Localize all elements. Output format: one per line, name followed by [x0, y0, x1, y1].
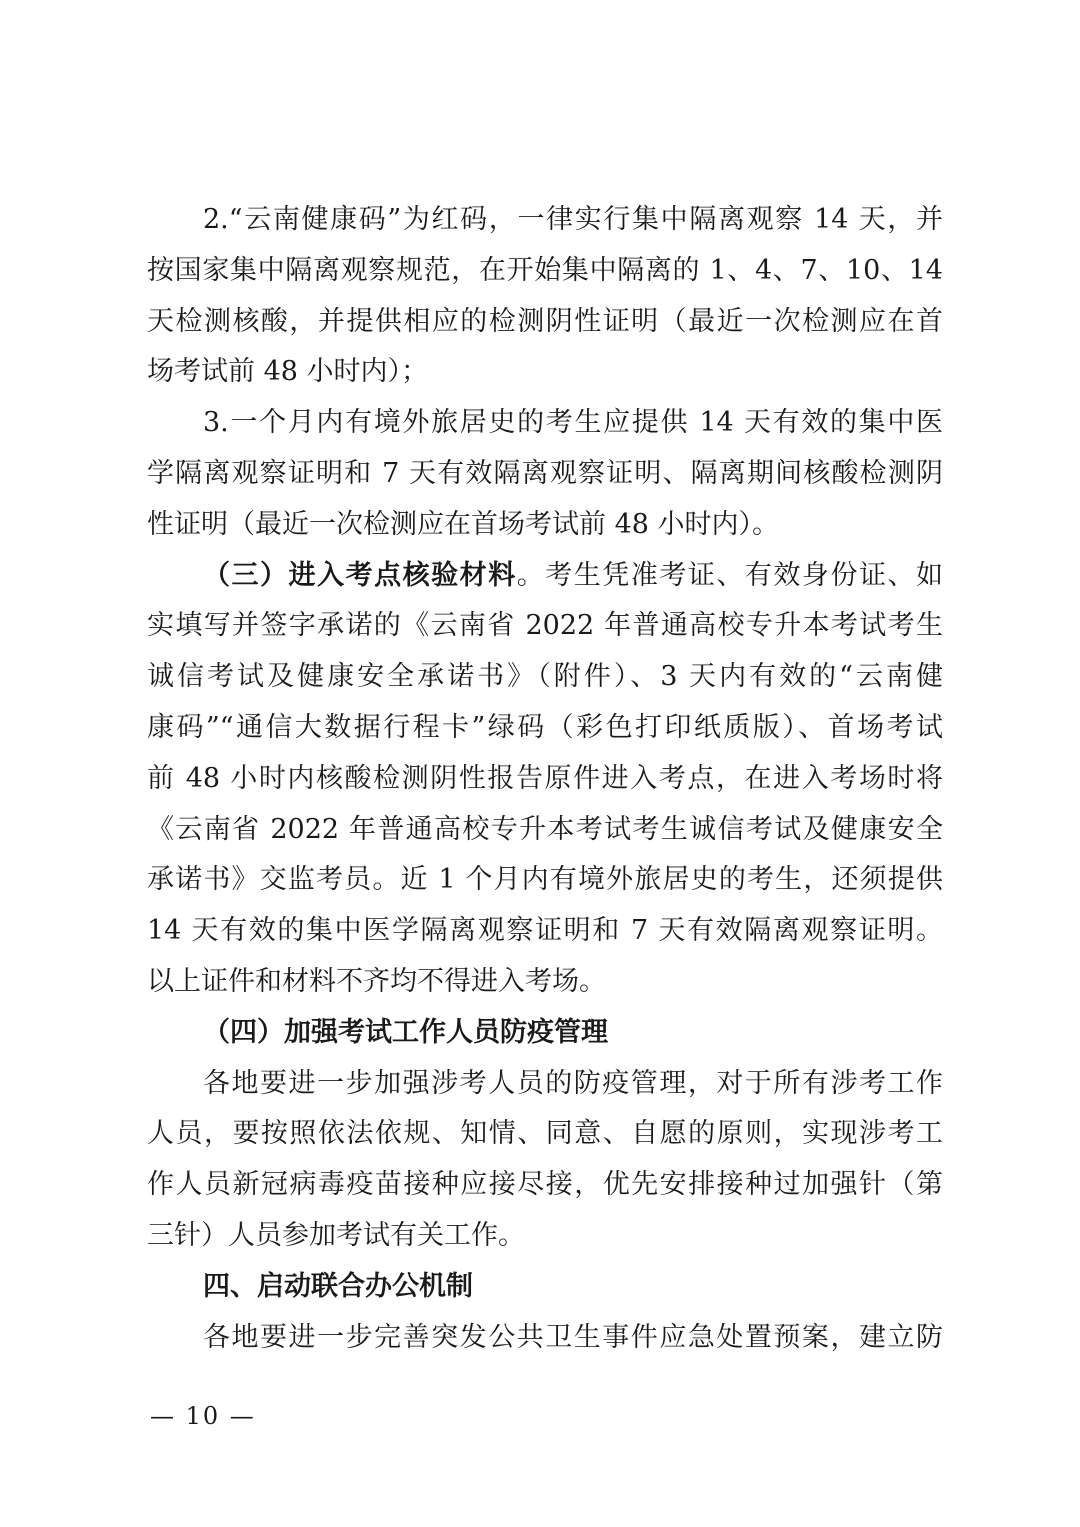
document-body [147, 195, 943, 1363]
text-line: 场考试前 48 小时内）； [147, 356, 429, 388]
text-line: 实填写并签字承诺的《云南省 2022 年普通高校专升本考试考生 [147, 610, 943, 642]
text-line: 康码”“通信大数据行程卡”绿码（彩色打印纸质版）、首场考试 [147, 711, 943, 743]
text-line: 承诺书》交监考员。近 1 个月内有境外旅居史的考生，还须提供 [147, 864, 943, 896]
text-line: 人员，要按照依法依规、知情、同意、自愿的原则，实现涉考工 [147, 1118, 943, 1150]
page-number: — 10 — [150, 1402, 256, 1430]
subheading-4: （四）加强考试工作人员防疫管理 [203, 1016, 608, 1048]
text-line: 各地要进一步加强涉考人员的防疫管理，对于所有涉考工作 [203, 1067, 943, 1099]
section-heading: 四、启动联合办公机制 [203, 1270, 473, 1302]
subheading-3: （三）进入考点核验材料 [203, 559, 517, 591]
text-line: 诚信考试及健康安全承诺书》（附件）、3 天内有效的“云南健 [147, 661, 943, 693]
text-line: 14 天有效的集中医学隔离观察证明和 7 天有效隔离观察证明。 [147, 915, 943, 947]
text-line: 作人员新冠病毒疫苗接种应接尽接，优先安排接种过加强针（第 [147, 1169, 943, 1201]
text-line: 以上证件和材料不齐均不得进入考场。 [147, 965, 606, 997]
text-line: 按国家集中隔离观察规范，在开始集中隔离的 1、4、7、10、14 [147, 254, 943, 286]
text-line: 各地要进一步完善突发公共卫生事件应急处置预案，建立防 [203, 1321, 943, 1353]
text-line: 学隔离观察证明和 7 天有效隔离观察证明、隔离期间核酸检测阴 [147, 457, 943, 489]
text-line: 天检测核酸，并提供相应的检测阴性证明（最近一次检测应在首 [147, 305, 943, 337]
text-line [147, 1008, 943, 1059]
text-line: 3.一个月内有境外旅居史的考生应提供 14 天有效的集中医 [203, 407, 943, 439]
text-line: 《云南省 2022 年普通高校专升本考试考生诚信考试及健康安全 [147, 813, 943, 845]
text-line [147, 551, 943, 602]
text-line [147, 1262, 943, 1313]
text-line: 三针）人员参加考试有关工作。 [147, 1219, 525, 1251]
text-line: 2.“云南健康码”为红码，一律实行集中隔离观察 14 天，并 [203, 204, 943, 235]
text-run: 。考生凭准考证、有效身份证、如 [516, 559, 944, 591]
text-line: 前 48 小时内核酸检测阴性报告原件进入考点，在进入考场时将 [147, 762, 943, 794]
text-line: 性证明（最近一次检测应在首场考试前 48 小时内）。 [147, 508, 780, 540]
